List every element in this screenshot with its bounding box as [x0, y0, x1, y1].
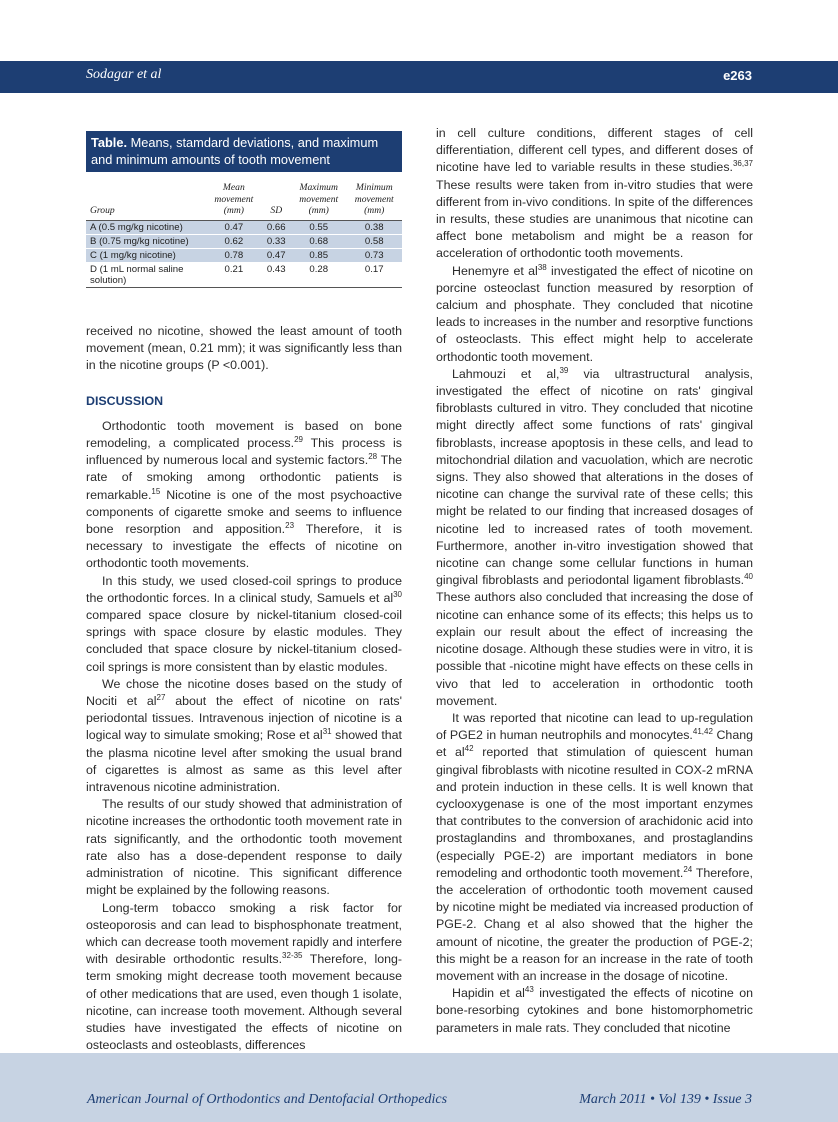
col-header-max: Maximum movement (mm): [299, 182, 339, 216]
discussion-heading: DISCUSSION: [86, 393, 164, 408]
cell-max: 0.85: [291, 248, 347, 262]
header-authors: Sodagar et al: [86, 67, 162, 82]
cell-sd: 0.66: [262, 220, 291, 234]
cell-max: 0.68: [291, 234, 347, 248]
table-label: Table.: [91, 135, 128, 150]
right-paragraph-2: Henemyre et $al^{38}$ investigated the effect of nicotine on porcine osteoclast function measured by resorption of calcium and phosphate. They concluded that nicotine leads to increases in the number and resorptive functions of osteoclasts. This effect might help to accelerate orthodontic tooth movement.: [436, 262, 753, 364]
left-intro-paragraph: received no nicotine, showed the least amount of tooth movement (mean, 0.21 mm); it was significantly less than in the nicotine groups (P <0.001).: [86, 324, 402, 373]
running-header: [0, 61, 838, 93]
col-header-min: Minimum movement (mm): [354, 182, 394, 216]
cell-group: A (0.5 mg/kg nicotine): [86, 220, 206, 234]
header-page-number: e263: [723, 68, 752, 83]
cell-min: 0.73: [346, 248, 402, 262]
discussion-paragraph-4: The results of our study showed that administration of nicotine increases the orthodontic tooth movement rate in rats significantly, and the orthodontic tooth movement rate also has a dose-dependent response to daily administration of nicotine. This significant difference might be explained by the following reasons.: [86, 797, 402, 898]
right-paragraph-4: It was reported that nicotine can lead to up-regulation of PGE2 in human neutrophils and monocytes.$^{41,42}$ Chang et $al^{42}$ reported that stimulation of quiescent human gingival fibroblasts with nicotine resulted in COX-2 mRNA and protein induction in these cells. It is well known that cyclooxygenase is one of the most important enzymes that contributes to the conversion of arachidonic acid into prostaglandins and thromboxanes, and prostaglandins (especially PGE-2) are important mediators in bone remodeling and orthodontic tooth movement.$^{24}$ Therefore, the acceleration of orthodontic tooth movement caused by nicotine might be mediated via increased production of PGE-2. Chang et al also showed that the higher the amount of nicotine, the greater the production of PGE-2; this might be a reason for an increase in the rate of tooth movement with an increase in the dosage of nicotine.: [436, 710, 753, 983]
col-header-group: Group: [90, 205, 115, 216]
cell-mean: 0.62: [206, 234, 262, 248]
table-row: [86, 234, 402, 248]
cell-mean: 0.47: [206, 220, 262, 234]
cell-sd: 0.47: [262, 248, 291, 262]
right-paragraph-3: Lahmouzi et al,$^{39}$ via ultrastructural analysis, investigated the effect of nicotine on rats' gingival fibroblasts cultured in vitro. They concluded that nicotine might directly affect some functions of rats' gingival fibroblasts, increase apoptosis in these cells, and lead to mitochondrial dilation and vacuolation, which are necrotic signs. They also showed that alterations in the doses of nicotine can change the survival rate of these cells; this might be related to our finding that increased dosages of nicotine led to increased rates of tooth movement. Furthermore, another in-vitro investigation showed that nicotine can change some cellular functions in human gingival fibroblasts and periodontal ligament fibroblasts.$^{40}$ These authors also concluded that increasing the dose of nicotine can enhance some of its effects; this helps us to explain our result about the effect of increasing the nicotine dosage. Although these studies were in vitro, it is possible that -nicotine might have effects on these cells in vivo that led to acceleration in orthodontic tooth movement.: [436, 365, 753, 708]
cell-max: 0.55: [291, 220, 347, 234]
results-table: [86, 131, 402, 288]
cell-mean: 0.21: [224, 263, 244, 275]
cell-mean: 0.78: [206, 248, 262, 262]
right-paragraph-5: Hapidin et $al^{43}$ investigated the effects of nicotine on bone-resorbing cytokines and bone histomorphometric parameters in male rats. They concluded that nicotine: [436, 985, 753, 1035]
table-caption-text: Means, stamdard deviations, and maximum and minimum amounts of tooth movement: [91, 135, 379, 167]
table-row: [86, 262, 402, 287]
discussion-paragraph-3: We chose the nicotine doses based on the study of Nociti et $al^{27}$ about the effect of nicotine on rats' periodontal tissues. Intravenous injection of nicotine is a logical way to simulate smoking; Rose et $al^{31}$ showed that the plasma nicotine level after smoking the usual brand of cigarettes is almost as same as this level after intravenous nicotine administration.: [86, 676, 403, 795]
discussion-paragraph-1: Orthodontic tooth movement is based on bone remodeling, a complicated process.$^{29}$ This process is influenced by numerous local and systemic factors.$^{28}$ The rate of smoking among orthodontic patients is remarkable.$^{15}$ Nicotine is one of the most psychoactive components of cigarette smoke and seems to influence bone resorption and apposition.$^{23}$ Therefore, it is necessary to investigate the effects of nicotine on orthodontic tooth movements.: [86, 418, 402, 571]
right-paragraph-1: in cell culture conditions, different stages of cell differentiation, different cell types, and different doses of nicotine have led to variable results in these studies.$^{36,37}$ These results were taken from in-vitro studies that were different from in-vivo conditions. In spite of the differences in results, these studies are unanimous that nicotine can affect bone metabolism and might be a reason for acceleration of orthodontic tooth movements.: [436, 126, 753, 261]
cell-sd: 0.33: [262, 234, 291, 248]
cell-min: 0.58: [346, 234, 402, 248]
cell-max: 0.28: [309, 263, 329, 275]
col-header-sd: SD: [270, 205, 283, 216]
cell-group: D (1 mL normal saline solution): [90, 263, 184, 286]
table-row: [86, 220, 402, 234]
cell-min: 0.38: [346, 220, 402, 234]
discussion-paragraph-2: In this study, we used closed-coil springs to produce the orthodontic forces. In a clinical study, Samuels et $al^{30}$ compared space closure by nickel-titanium closed-coil springs with space closure by elastic modules. They concluded that space closure by nickel-titanium closed-coil springs is more consistent than by elastic modules.: [86, 573, 402, 674]
left-column: [86, 323, 402, 1054]
cell-group: B (0.75 mg/kg nicotine): [86, 234, 206, 248]
discussion-paragraph-5: Long-term tobacco smoking a risk factor for osteoporosis and can lead to bisphosphonate treatment, which can decrease tooth movement rapidly and interfere with desirable orthodontic results.$^{32-35}$ Therefore, long-term smoking might decrease tooth movement because of other medications that are used, even though 1 isolate, nicotine, can increase tooth movement. Although several studies have investigated the effects of nicotine on osteoclasts and osteoblasts, differences: [86, 900, 402, 1053]
table-row: [86, 248, 402, 262]
right-column: [436, 125, 753, 1037]
footer-issue-info: March 2011 • Vol 139 • Issue 3: [579, 1092, 752, 1107]
running-footer: [0, 1053, 838, 1122]
table-caption: [86, 131, 402, 172]
data-table: [86, 182, 402, 288]
cell-group: C (1 mg/kg nicotine): [86, 248, 206, 262]
cell-min: 0.17: [364, 263, 384, 275]
footer-journal-name: American Journal of Orthodontics and Dentofacial Orthopedics: [87, 1092, 448, 1107]
col-header-mean: Mean movement (mm): [214, 182, 254, 216]
cell-sd: 0.43: [266, 263, 286, 275]
